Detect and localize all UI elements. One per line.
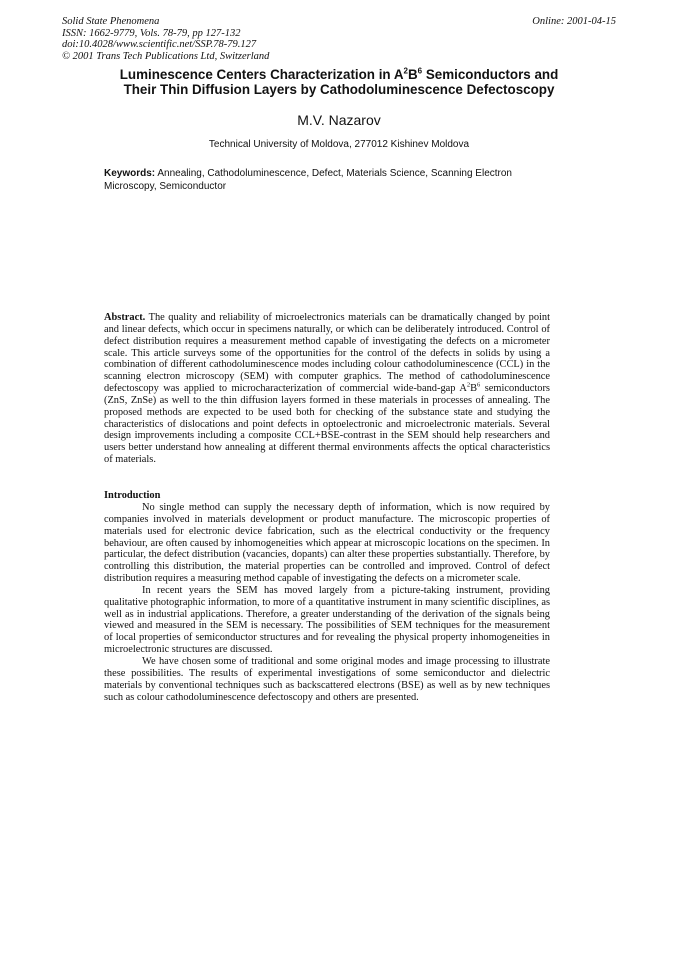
keywords-text: Annealing, Cathodoluminescence, Defect, Materials Science, Scanning Electron Microscopy, Semiconductor (104, 168, 512, 193)
title-line1-part1: Luminescence Centers Characterization in A (119, 67, 404, 82)
intro-paragraph: In recent years the SEM has moved largely from a picture-taking instrument, providing qualitative photographic information, to more of a quantitative instrument in many scientific disciplines, as well as in industrial applications. Therefore, a greater understanding of the derivation of the signals being viewed and measured in the SEM is necessary. The possibilities of SEM techniques for the measurement of local properties of semiconductor structures and for revealing the physical property inhomogeneities in microelectronic structures are discussed. (104, 584, 550, 656)
introduction-heading: Introduction (104, 490, 161, 501)
abstract-sup2: 6 (477, 381, 481, 389)
journal-name: Solid State Phenomena (62, 16, 160, 27)
journal-header (62, 16, 269, 62)
intro-paragraph: No single method can supply the necessary depth of information, which is now required by companies involved in materials development or product manufacture. The microscopic properties of materials used for electronic device fabrication, such as the electrical conductivity or the frequency behaviour, are often caused by inhomogeneities which appear at microscopic locations on the specimen. In particular, the defect distribution (vacancies, dopants) can alter these properties substantially. Therefore, by controlling this distribution, the material properties can be controlled and improved. Control of defect distribution requires a measuring method capable of investigating the defects on a micrometer scale. (104, 502, 550, 585)
abstract-label: Abstract. (104, 312, 146, 323)
title-line2: Their Thin Diffusion Layers by Cathodoluminescence Defectoscopy (123, 82, 555, 97)
introduction-body (104, 502, 550, 703)
abstract (104, 312, 550, 466)
keywords (104, 167, 534, 194)
intro-paragraph: We have chosen some of traditional and some original modes and image processing to illustrate these possibilities. The results of experimental investigations of some semiconductor and dielectric materials by conventional techniques such as backscattered electrons (BSE) as well as by new techniques such as colour cathodoluminescence defectoscopy and others are presented. (104, 655, 550, 703)
online-date: Online: 2001-04-15 (532, 16, 616, 27)
title-line1-part2: B (407, 67, 418, 82)
copyright-line: © 2001 Trans Tech Publications Ltd, Switzerland (62, 50, 270, 62)
abstract-sup1: 2 (466, 381, 471, 389)
author-name: M.V. Nazarov (297, 112, 381, 128)
title-line1-part3: Semiconductors and (422, 67, 559, 82)
abstract-text-part3: semiconductors (ZnS, ZnSe) as well to the thin diffusion layers formed in these materials in processes of annealing. The proposed methods are expected to be used both for checking of the substance state and studying the characteristics of dislocations and point defects in optoelectronic and microelectronic materials. Several design improvements including a composite CCL+BSE-contrast in the SEM should help researchers and users better understand how annealing at different thermal environments affects the optical characteristics of materials. (104, 383, 550, 466)
affiliation: Technical University of Moldova, 277012 Kishinev Moldova (208, 139, 470, 150)
issn-line: ISSN: 1662-9779, Vols. 78-79, pp 127-132 (62, 27, 241, 39)
keywords-label: Keywords: (104, 168, 156, 179)
title-sup1: 2 (403, 66, 408, 76)
doi-link[interactable]: doi:10.4028/www.scientific.net/SSP.78-79.127 (62, 39, 257, 51)
paper-title (90, 67, 588, 97)
abstract-text-part2: B (470, 383, 478, 395)
title-sup2: 6 (417, 66, 423, 76)
abstract-text-part1: The quality and reliability of microelectronics materials can be dramatically changed by point and linear defects, which occur in specimens naturally, or which can be deliberately introduced. Control of defect distribution requires a measurement method capable of investigating the defects on a micrometer scale. This article surveys some of the opportunities for the control of the defects in solids by using a combination of different cathodoluminescence modes including colour cathodoluminescence (CCL) in the scanning electron microscopy (SEM) with computer graphics. The method of cathodoluminescence defectoscopy was applied to microcharacterization of commercial wide-band-gap A (104, 312, 550, 395)
